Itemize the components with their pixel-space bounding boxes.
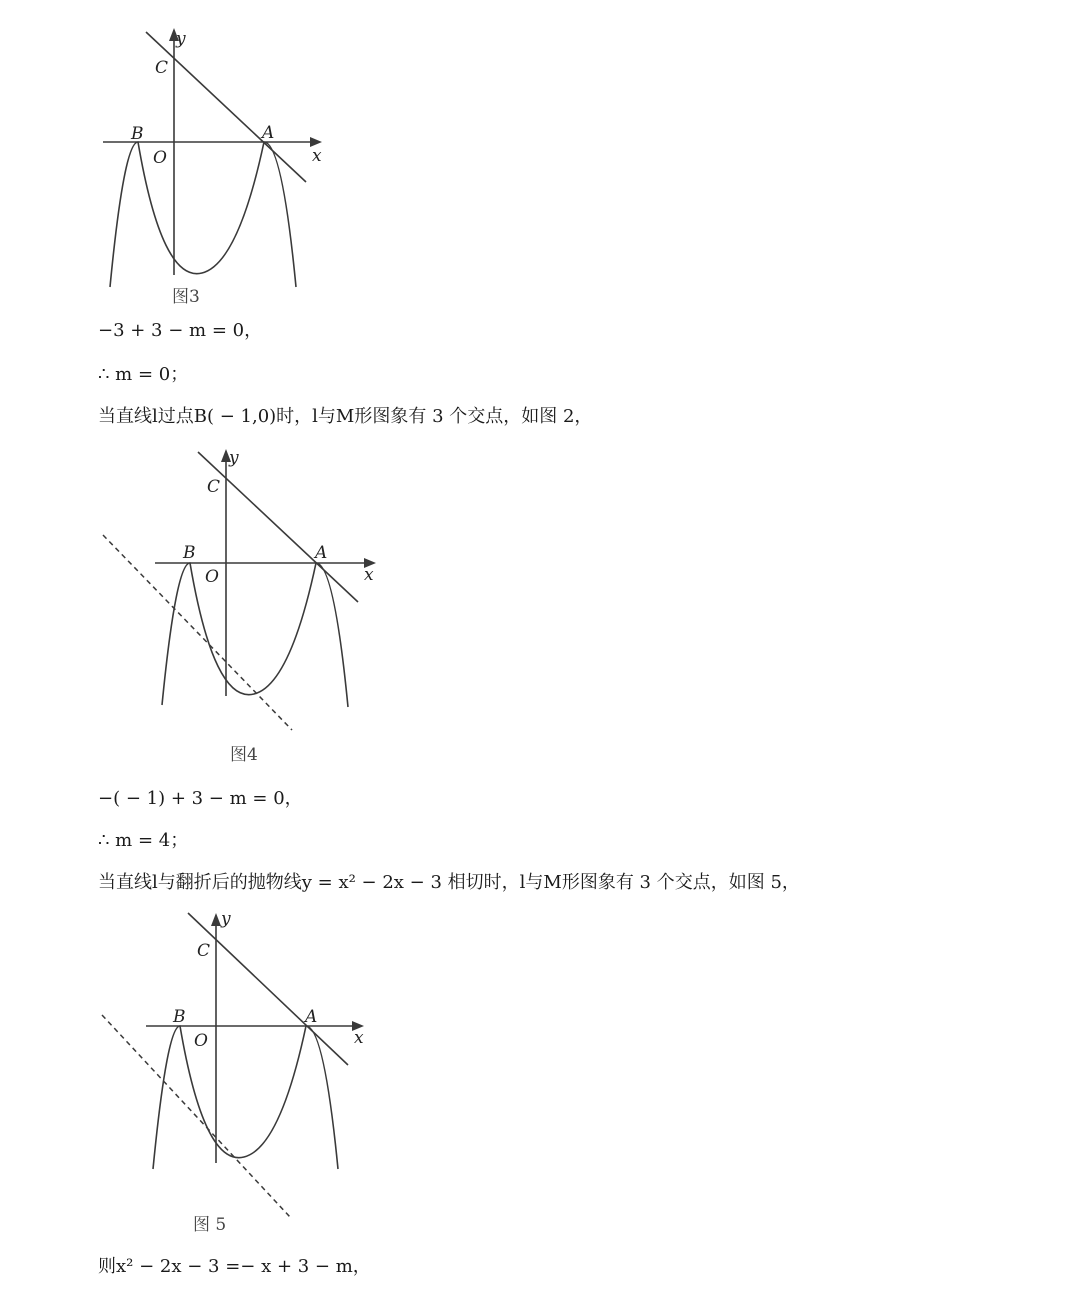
label-a: A <box>305 1007 318 1027</box>
m-shape-curve <box>153 1026 338 1169</box>
label-x: x <box>312 146 322 166</box>
label-o: O <box>153 148 167 168</box>
label-y: y <box>176 29 186 49</box>
label-b: B <box>183 543 196 563</box>
label-c: C <box>207 477 221 497</box>
figure-caption: 图3 <box>172 287 200 307</box>
equation-1: −3 + 3 − m = 0， <box>98 320 263 341</box>
label-c: C <box>197 941 211 961</box>
label-x: x <box>364 565 374 585</box>
equation-3: 则x² − 2x − 3 =− x + 3 − m， <box>98 1256 371 1277</box>
label-b: B <box>131 124 144 144</box>
paragraph-1: 当直线l过点B( − 1,0)时，l与M形图象有 3 个交点，如图 2， <box>98 406 593 427</box>
label-x: x <box>354 1028 364 1048</box>
result-2: ∴ m = 4； <box>98 830 189 851</box>
label-o: O <box>205 567 219 587</box>
equation-2: −( − 1) + 3 − m = 0， <box>98 788 303 809</box>
label-a: A <box>315 543 328 563</box>
line-ca <box>146 32 306 182</box>
label-y: y <box>229 448 239 468</box>
m-shape-curve <box>162 563 348 707</box>
label-b: B <box>173 1007 186 1027</box>
figure-3 <box>0 0 400 310</box>
paragraph-2: 当直线l与翻折后的抛物线y = x² − 2x − 3 相切时，l与M形图象有 3 个交点，如图 5， <box>98 872 800 893</box>
figure-5 <box>0 905 420 1245</box>
line-ca <box>198 452 358 602</box>
label-o: O <box>194 1031 208 1051</box>
line-l-dashed <box>103 535 292 730</box>
label-y: y <box>221 909 231 929</box>
line-ca <box>188 913 348 1065</box>
figure-caption: 图4 <box>230 745 258 765</box>
figure-4 <box>0 440 420 770</box>
y-axis-arrow <box>211 913 221 926</box>
label-c: C <box>155 58 169 78</box>
figure-caption: 图 5 <box>193 1215 227 1235</box>
result-1: ∴ m = 0； <box>98 364 189 385</box>
label-a: A <box>262 123 275 143</box>
m-shape-curve <box>110 142 296 287</box>
